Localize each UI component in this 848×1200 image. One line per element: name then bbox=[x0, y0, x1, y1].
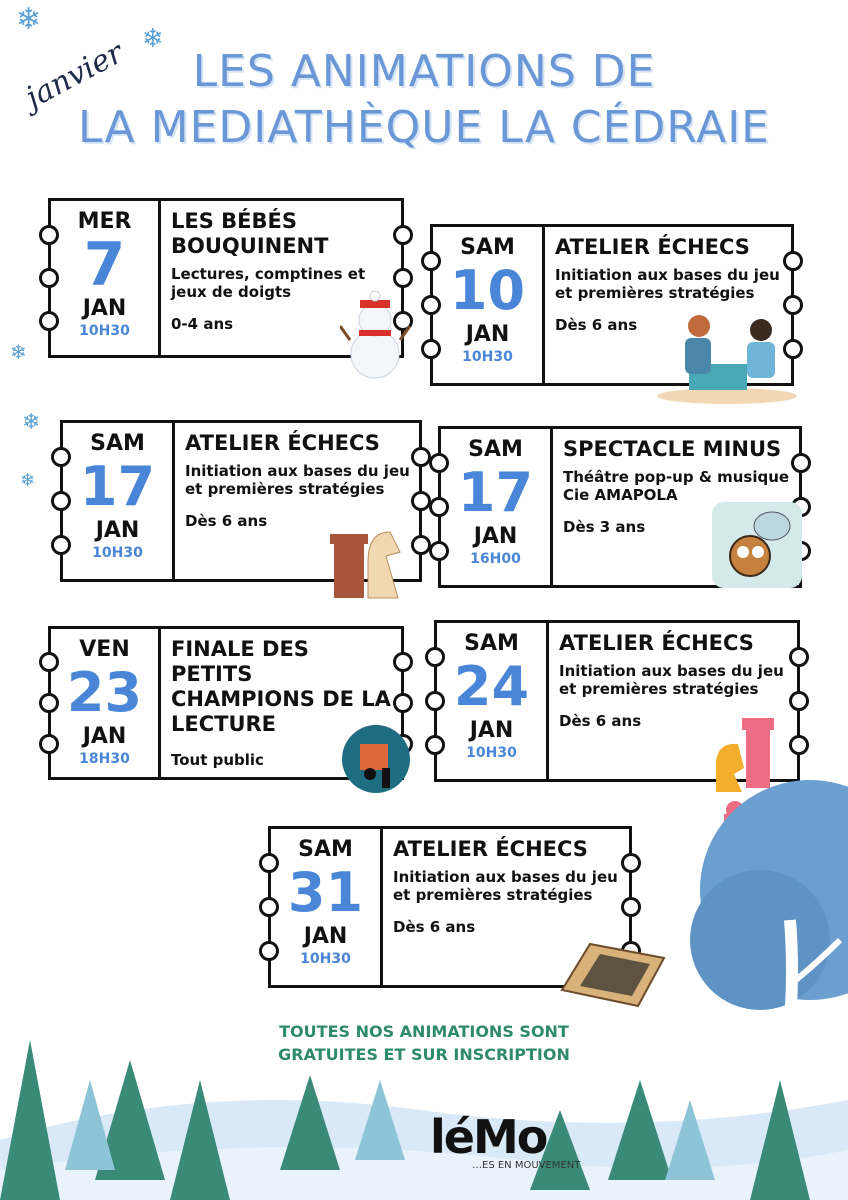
snowflake-icon: ❄ bbox=[10, 340, 27, 364]
event-name: ATELIER ÉCHECS bbox=[393, 837, 588, 861]
event-date bbox=[433, 227, 545, 383]
page-title-line2: LA MEDIATHÈQUE LA CÉDRAIE bbox=[78, 102, 770, 153]
event-audience: Dès 6 ans bbox=[185, 512, 268, 530]
event-month: JAN bbox=[82, 724, 127, 749]
event-audience: Dès 6 ans bbox=[559, 712, 642, 730]
event-time: 10H30 bbox=[79, 323, 130, 339]
event-time: 10H30 bbox=[462, 349, 513, 365]
event-day-number: 10 bbox=[449, 259, 526, 322]
event-name: ATELIER ÉCHECS bbox=[185, 431, 380, 455]
event-day: SAM bbox=[90, 431, 145, 456]
footer-line2: GRATUITES ET SUR INSCRIPTION bbox=[278, 1045, 570, 1064]
event-audience: 0-4 ans bbox=[171, 315, 234, 333]
winter-landscape bbox=[0, 780, 848, 1200]
event-month: JAN bbox=[465, 322, 510, 347]
event-description: Initiation aux bases du jeu et premières stratégies bbox=[185, 462, 410, 498]
event-time: 18H30 bbox=[79, 751, 130, 767]
event-month: JAN bbox=[95, 518, 140, 543]
event-month: JAN bbox=[469, 718, 514, 743]
event-time: 10H30 bbox=[466, 745, 517, 761]
event-day-number: 23 bbox=[66, 661, 143, 724]
event-description: Lectures, comptines et jeux de doigts bbox=[171, 265, 366, 301]
event-month: JAN bbox=[82, 296, 127, 321]
event-name: LES BÉBÉS BOUQUINENT bbox=[171, 209, 329, 258]
fly-icon bbox=[712, 500, 804, 596]
event-name: ATELIER ÉCHECS bbox=[559, 631, 754, 655]
event-time: 10H30 bbox=[92, 545, 143, 561]
month-script: janvier bbox=[19, 35, 130, 116]
event-day-number: 17 bbox=[457, 461, 534, 524]
event-day-number: 31 bbox=[287, 861, 364, 924]
event-day-number: 7 bbox=[83, 230, 126, 300]
event-description: Initiation aux bases du jeu et premières stratégies bbox=[555, 266, 780, 302]
event-time: 10H30 bbox=[300, 951, 351, 967]
event-name: SPECTACLE MINUS bbox=[563, 437, 782, 461]
event-day: SAM bbox=[298, 837, 353, 862]
event-day: MER bbox=[77, 209, 132, 234]
event-month: JAN bbox=[303, 924, 348, 949]
event-month: JAN bbox=[473, 524, 518, 549]
event-day: SAM bbox=[464, 631, 519, 656]
lemo-tagline: …ES EN MOUVEMENT bbox=[472, 1160, 581, 1171]
event-date bbox=[51, 201, 161, 355]
event-audience: Dès 6 ans bbox=[393, 918, 476, 936]
event-day: SAM bbox=[468, 437, 523, 462]
lemo-logo: léMo bbox=[430, 1110, 547, 1164]
chess-knight-rook-icon bbox=[328, 522, 404, 604]
snowflake-icon: ❄ bbox=[22, 410, 41, 435]
event-description: Initiation aux bases du jeu et premières stratégies bbox=[559, 662, 784, 698]
snowflake-icon: ❄ bbox=[20, 470, 36, 491]
chess-players-icon bbox=[655, 312, 800, 404]
snowflake-icon: ❄ bbox=[16, 2, 42, 37]
footer-line1: TOUTES NOS ANIMATIONS SONT bbox=[279, 1022, 569, 1041]
event-date bbox=[63, 423, 175, 579]
event-date bbox=[437, 623, 549, 779]
event-day-number: 24 bbox=[453, 655, 530, 718]
snowflake-icon: ❄ bbox=[142, 24, 164, 54]
event-description: Théâtre pop-up & musique Cie AMAPOLA bbox=[563, 468, 790, 504]
event-audience: Dès 3 ans bbox=[563, 518, 646, 536]
event-audience: Tout public bbox=[171, 751, 264, 769]
event-name: FINALE DES PETITS CHAMPIONS DE LA LECTURE bbox=[171, 637, 391, 736]
event-audience: Dès 6 ans bbox=[555, 316, 638, 334]
snowman-icon bbox=[340, 290, 410, 382]
event-date bbox=[441, 429, 553, 585]
event-day: SAM bbox=[460, 235, 515, 260]
event-time: 16H00 bbox=[470, 551, 521, 567]
page-title-line1: LES ANIMATIONS DE bbox=[192, 46, 656, 97]
event-day-number: 17 bbox=[79, 455, 156, 518]
footer-note bbox=[0, 1020, 848, 1066]
event-day: VEN bbox=[79, 637, 130, 662]
event-name: ATELIER ÉCHECS bbox=[555, 235, 750, 259]
event-date bbox=[51, 629, 161, 777]
event-description: Initiation aux bases du jeu et premières stratégies bbox=[393, 868, 618, 904]
